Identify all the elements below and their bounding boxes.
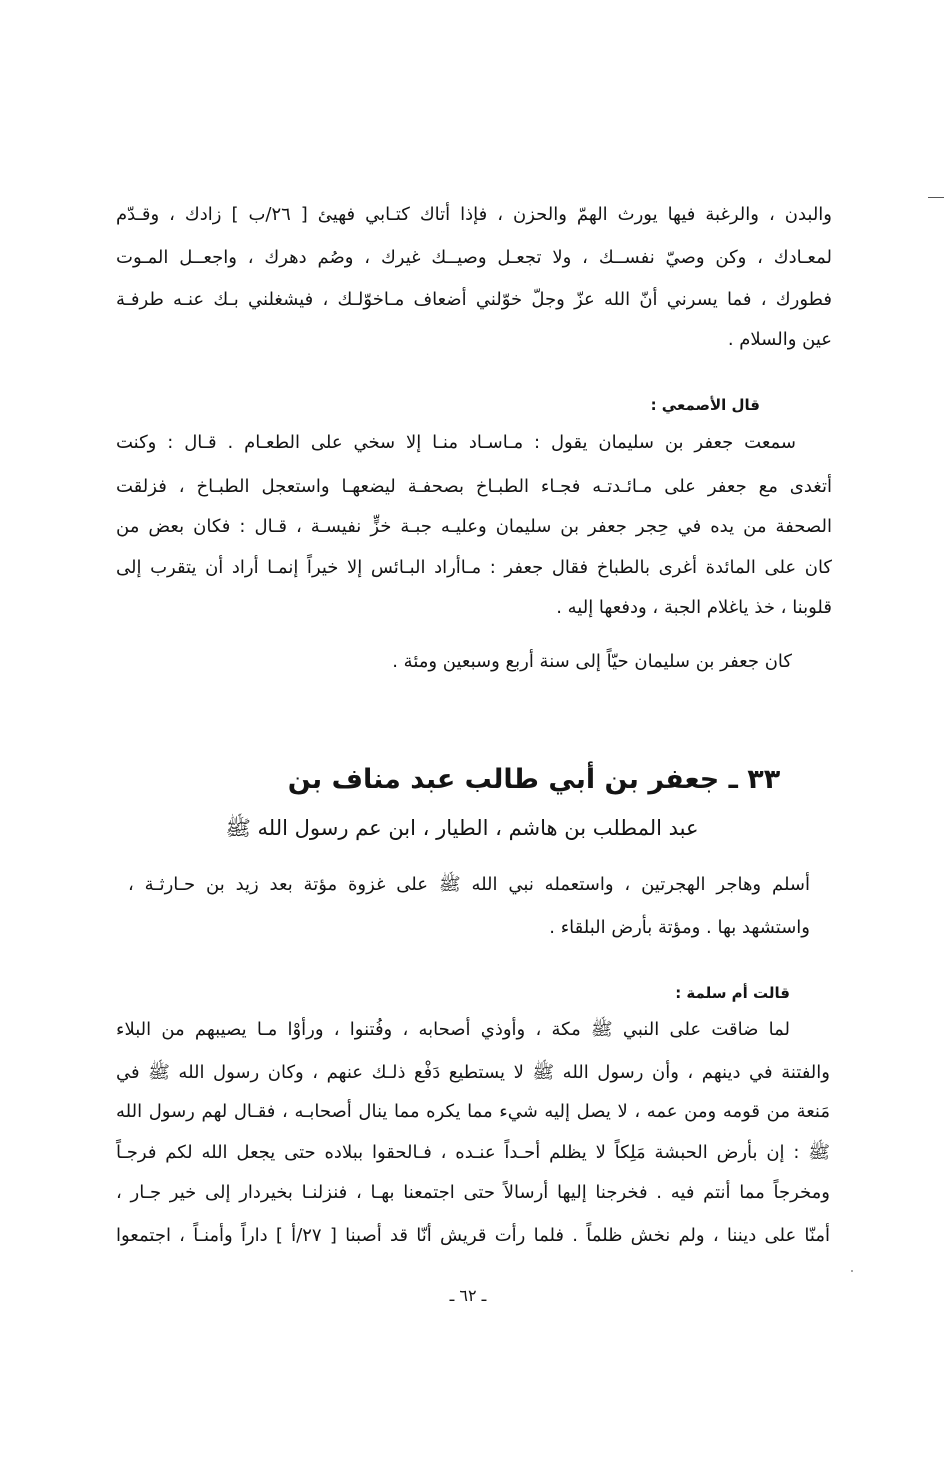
umm-salama-line-5: ومخرجاً مما أنتم فيه . فخرجنا إليها أرسالاً حتى اجتمعنا بهـا ، فنزلنـا بخيردار إلى خير جـار ، [116,1182,830,1203]
umm-salama-line-1: لما ضاقت على النبي ﷺ مكة ، وأوذي أصحابه ، وفُتنوا ، ورأوْا مـا يصيبهم من البلاء [116,1019,790,1040]
intro-line-2: واستشهد بها . ومؤتة بأرض البلقاء . [549,917,810,938]
letter-line-2: لمعـادك ، وكن وصيّ نفســك ، ولا تجعـل وصيــك غيرك ، وصُم دهرك ، واجعــل المـوت [116,247,832,268]
intro-line-1: أسلم وهاجر الهجرتين ، واستعمله نبي الله ﷺ على غزوة مؤتة بعد زيد بن حـارثـة ، [128,874,810,895]
death-note: كان جعفر بن سليمان حيّاً إلى سنة أربع وسبعين ومئة . [392,651,792,672]
asmai-line-2: أتغدى مع جعفر على مـائـدتـه فجـاء الطبـاخ بصحفـة ليضعهـا واستعجل الطبـاخ ، فزلقت [116,476,832,497]
umm-salama-line-3: مَنعة من قومه ومن عمه ، لا يصل إليه شيء مما يكره مما ينال أصحابـه ، فقـال لهم رسول الله [116,1101,830,1122]
umm-salama-line-4: ﷺ : إن بأرض الحبشة مَلِكاً لا يظلم أحـداً عنـده ، فـالحقوا ببلاده حتى يجعل الله لكم فرجـاً [116,1142,830,1163]
umm-salama-line-6: أمنّا على ديننا ، ولم نخش ظلماً . فلما رأت قريش أنّا قد أصبنا [ ٢٧/أ ] داراً وأمنـاً ، اجتمعوا [116,1225,830,1246]
scan-mark [928,197,944,198]
scan-speck [851,1270,853,1272]
asmai-line-1: سمعت جعفر بن سليمان يقول : مـاسـاد منـا إلا سخي على الطعـام . قـال : وكنت [116,432,796,453]
letter-line-4: عين والسلام . [727,329,832,350]
entry-subtitle: عبد المطلب بن هاشم ، الطيار ، ابن عم رسول الله ﷺ [225,816,699,840]
asmai-heading: قال الأصمعي : [650,396,760,414]
letter-line-3: فطورك ، فما يسرني أنّ الله عزّ وجلّ خوّلني أضعاف مـاخوّلـك ، فيشغلني بـك عنـه طرفـة [116,289,832,310]
asmai-line-3: الصحفة من يده في حِجر جعفر بن سليمان وعليـه جبـة خزٍّ نفيسـة ، قـال : فكان بعض من [116,516,832,537]
page-number: ـ ٦٢ ـ [449,1286,487,1305]
asmai-line-4: كان على المائدة أغرى بالطباخ فقال جعفر : مـاأراد البـائس إلا خيراً إنمـا أراد أن يتقرب إلى [116,557,832,578]
letter-line-1: والبدن ، والرغبة فيها يورث الهمّ والحزن ، فإذا أتاك كتـابي فهيئ [ ٢٦/ب ] زادك ، وقـدّم [116,204,833,225]
entry-title: ٣٣ ـ جعفر بن أبي طالب عبد مناف بن [287,764,781,795]
umm-salama-line-2: والفتنة في دينهم ، وأن رسول الله ﷺ لا يستطيع دَفْع ذلـك عنهم ، وكان رسول الله ﷺ في [116,1062,830,1083]
umm-salama-heading: قالت أم سلمة : [675,984,790,1002]
asmai-line-5: قلوبنا ، خذ ياغلام الجبة ، ودفعها إليه . [556,597,832,618]
